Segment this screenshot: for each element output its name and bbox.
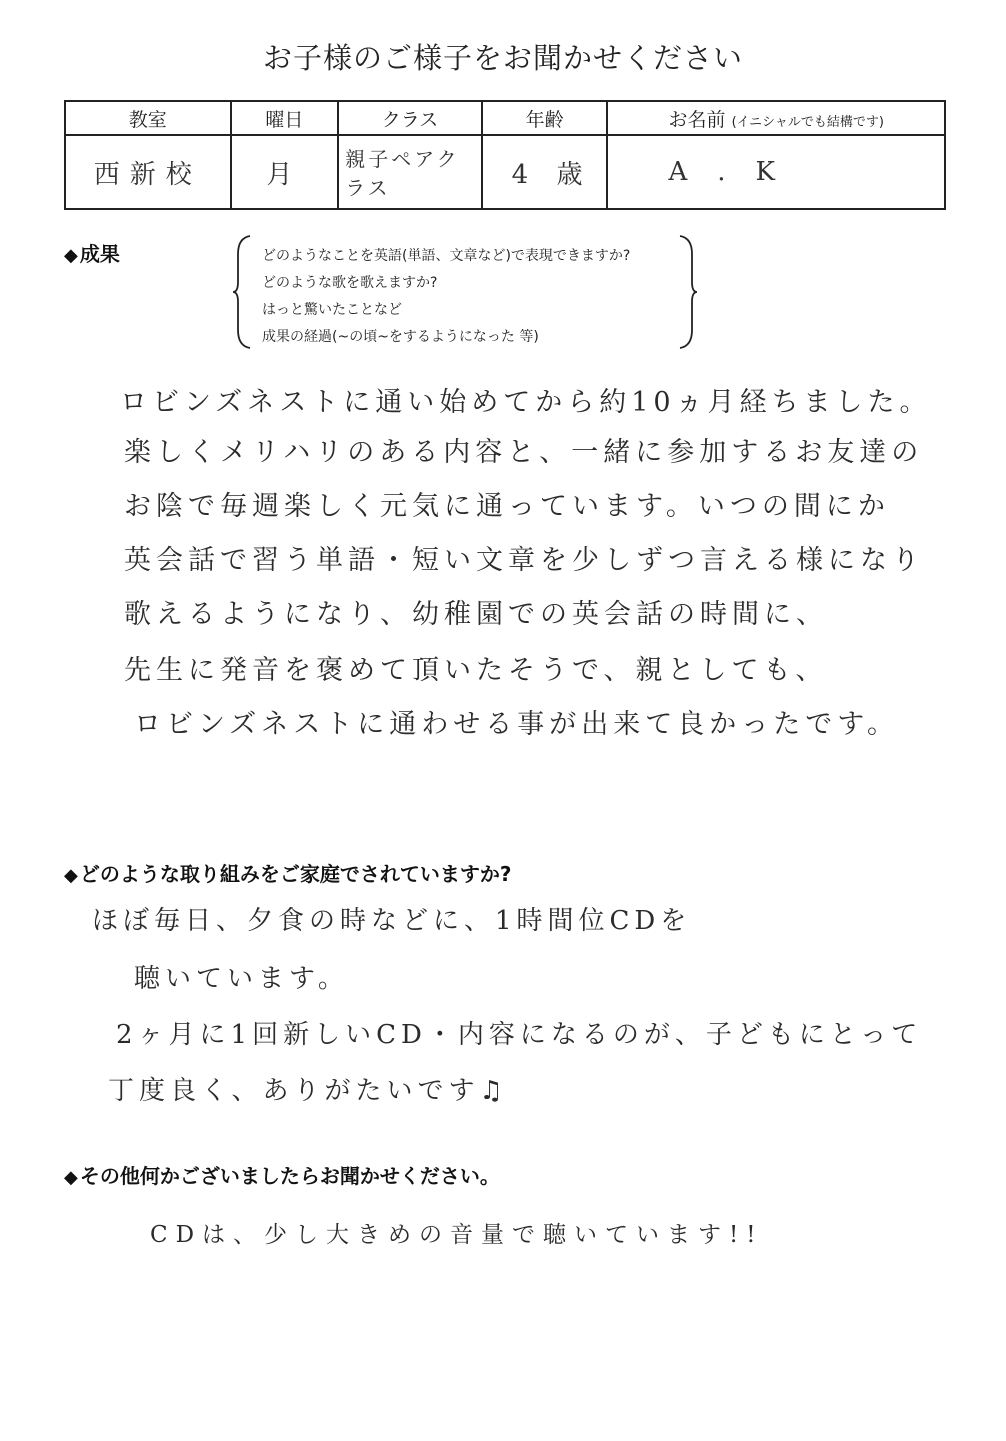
home-line: ほぼ毎日、夕食の時などに、1時間位CDを (92, 906, 692, 936)
header-classroom: 教室 (65, 101, 231, 135)
header-day: 曜日 (231, 101, 339, 135)
home-line: 丁度良く、ありがたいです♫ (108, 1076, 508, 1106)
results-prompt-list (262, 243, 630, 351)
prompt-item: はっと驚いたことなど (262, 302, 402, 318)
info-table (64, 100, 946, 210)
prompt-item: 成果の経過(~の頃~をするようになった 等) (262, 329, 539, 345)
results-line: ロビンズネストに通い始めてから約10ヵ月経ちました。 (120, 387, 932, 418)
value-class: 親子ペアクラス (338, 135, 482, 209)
left-brace-icon (232, 234, 252, 350)
results-line: 先生に発音を褒めて頂いたそうで、親としても、 (124, 655, 828, 686)
home-heading (64, 858, 511, 887)
info-table-value-row (65, 135, 945, 209)
other-heading-text: その他何かございましたらお聞かせください。 (79, 1164, 500, 1188)
value-classroom: 西新校 (65, 135, 231, 209)
right-brace-icon (678, 234, 698, 350)
header-age: 年齢 (482, 101, 608, 135)
header-class: クラス (338, 101, 482, 135)
prompt-item: どのようなことを英語(単語、文章など)で表現できますか? (262, 248, 631, 264)
page-title: お子様のご様子をお聞かせください (262, 41, 743, 75)
results-line: 楽しくメリハリのある内容と、一緒に参加するお友達の (124, 437, 924, 468)
header-name-label: お名前 (668, 108, 726, 131)
results-heading-text: 成果 (79, 242, 120, 266)
info-table-header-row (65, 101, 945, 135)
results-line: ロビンズネストに通わせる事が出来て良かったです。 (134, 709, 900, 740)
diamond-bullet-icon: ◆ (64, 1167, 78, 1188)
value-age: 4 歳 (482, 135, 608, 209)
other-heading (64, 1160, 500, 1189)
diamond-bullet-icon: ◆ (64, 245, 78, 266)
prompt-item: どのような歌を歌えますか? (262, 275, 438, 291)
results-line: 歌えるようになり、幼稚園での英会話の時間に、 (124, 599, 828, 630)
value-name: A.K (607, 135, 945, 209)
home-heading-text: どのような取り組みをご家庭でされていますか? (79, 862, 512, 886)
value-day: 月 (231, 135, 339, 209)
diamond-bullet-icon: ◆ (64, 865, 78, 886)
home-line: 聴いています。 (134, 964, 349, 994)
other-line: CDは、少し大きめの音量で聴いています!! (150, 1222, 764, 1248)
results-line: お陰で毎週楽しく元気に通っています。いつの間にか (124, 491, 890, 522)
header-name (607, 101, 945, 135)
home-line: 2ヶ月に1回新しいCD・内容になるのが、子どもにとって (116, 1020, 923, 1050)
results-heading (64, 238, 120, 267)
header-name-note: (イニシャルでも結構です) (731, 114, 884, 130)
results-prompt-box (232, 234, 698, 350)
results-line: 英会話で習う単語・短い文章を少しずつ言える様になり (124, 545, 924, 576)
